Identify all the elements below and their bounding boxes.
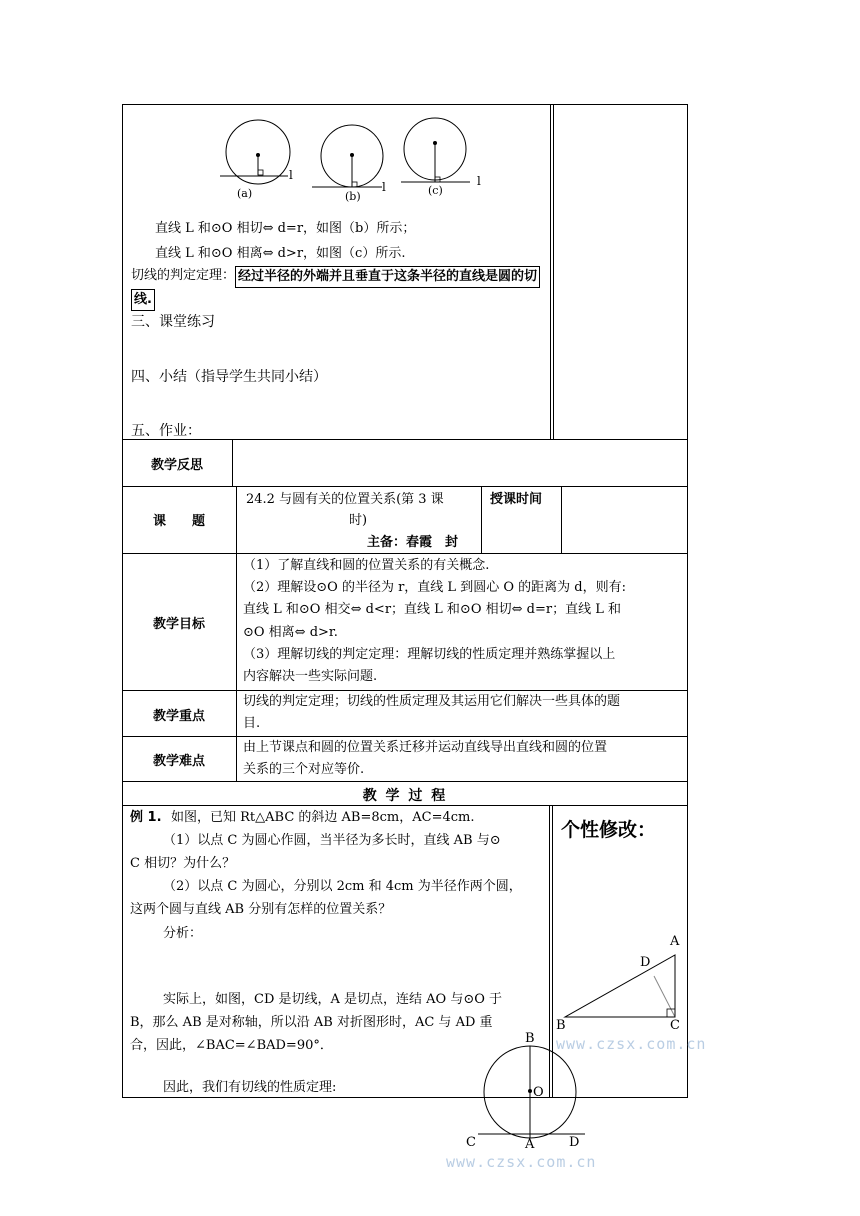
figure-label-c: (c): [428, 184, 443, 197]
watermark: www.czsx.com.cn: [556, 1035, 707, 1053]
topic-title: 24.2 与圆有关的位置关系(第 3 课: [246, 492, 444, 507]
difficulty-line: 关系的三个对应等价.: [243, 762, 365, 777]
time-label: 授课时间: [490, 492, 543, 507]
separate-relation-text: 直线 L 和⊙O 相离⇔ d>r，如图（c）所示.: [155, 246, 406, 261]
triangle-label-c: C: [670, 1018, 680, 1033]
question-1: （1）以点 C 为圆心作圆，当半径为多长时，直线 AB 与⊙: [163, 833, 501, 848]
table-border: [122, 440, 123, 1098]
table-border: [553, 104, 554, 440]
watermark: www.czsx.com.cn: [446, 1153, 597, 1171]
table-border: [232, 440, 233, 486]
question-2-cont: 这两个圆与直线 AB 分别有怎样的位置关系？: [130, 902, 392, 917]
figure-label-a: (a): [237, 187, 253, 200]
preparer: 主备：春霞 封: [367, 535, 459, 550]
explanation-line: 实际上，如图，CD 是切线，A 是切点，连结 AO 与⊙O 于: [163, 992, 503, 1007]
key-points-line: 目.: [243, 716, 261, 731]
example-label: 例 1.: [130, 810, 162, 825]
topic-title-cont: 时): [349, 513, 368, 528]
table-border: [687, 104, 688, 440]
right-triangle-figure: [555, 935, 685, 1035]
triangle-label-b: B: [556, 1018, 566, 1033]
line-label: l: [477, 174, 481, 188]
circle-line-figures: [215, 112, 515, 207]
circle-label-c: C: [466, 1135, 476, 1150]
circle-label-b: B: [525, 1031, 535, 1046]
section-homework: 五、作业：: [131, 423, 201, 439]
triangle-label-d: D: [640, 955, 651, 970]
tangent-property-intro: 因此，我们有切线的性质定理:: [163, 1080, 337, 1095]
table-border: [122, 439, 688, 440]
goals-label: 教学目标: [152, 617, 205, 632]
table-border: [236, 486, 237, 781]
question-2: （2）以点 C 为圆心，分别以 2cm 和 4cm 为半径作两个圆，: [163, 879, 522, 894]
circle-label-o: O: [533, 1085, 544, 1100]
line-label: l: [289, 168, 293, 182]
figure-label-b: (b): [345, 190, 361, 203]
goal-line: （2）理解设⊙O 的半径为 r，直线 L 到圆心 O 的距离为 d，则有:: [243, 580, 626, 595]
circle-label-a: A: [525, 1137, 535, 1152]
criterion-theorem-boxed-end: 线.: [131, 289, 155, 311]
table-border: [122, 690, 688, 691]
table-border: [687, 440, 688, 1098]
table-border: [122, 736, 688, 737]
line-label: l: [382, 180, 386, 194]
goal-line: 直线 L 和⊙O 相交⇔ d<r；直线 L 和⊙O 相切⇔ d=r；直线 L 和: [243, 602, 621, 617]
table-border: [550, 104, 551, 440]
goal-line: （3）理解切线的判定定理：理解切线的性质定理并熟练掌握以上: [243, 647, 616, 662]
criterion-prefix: 切线的判定定理：: [131, 268, 236, 283]
table-border: [122, 104, 688, 105]
circle-label-d: D: [569, 1135, 580, 1150]
reflection-label: 教学反思: [150, 458, 203, 473]
difficulty-line: 由上节课点和圆的位置关系迁移并运动直线导出直线和圆的位置: [243, 740, 608, 755]
difficulty-label: 教学难点: [152, 754, 205, 769]
question-1-cont: C 相切？为什么？: [130, 856, 236, 871]
process-header: 教 学 过 程: [362, 788, 448, 804]
section-practice: 三、课堂练习: [131, 314, 215, 330]
goal-line: 内容解决一些实际问题.: [243, 669, 378, 684]
table-border: [122, 104, 123, 440]
goal-line: ⊙O 相离⇔ d>r.: [243, 625, 338, 640]
key-points-line: 切线的判定定理；切线的性质定理及其运用它们解决一些具体的题: [243, 694, 621, 709]
goal-line: （1）了解直线和圆的位置关系的有关概念.: [243, 558, 490, 573]
example-statement: 如图，已知 Rt△ABC 的斜边 AB=8cm，AC=4cm.: [171, 810, 475, 825]
criterion-theorem-boxed: 经过半径的外端并且垂直于这条半径的直线是圆的切: [235, 266, 540, 288]
tangent-relation-text: 直线 L 和⊙O 相切⇔ d=r，如图（b）所示；: [155, 221, 416, 236]
table-border: [481, 486, 482, 553]
explanation-line: B，那么 AB 是对称轴，所以沿 AB 对折图形时，AC 与 AD 重: [130, 1015, 493, 1030]
triangle-label-a: A: [670, 934, 680, 949]
analysis-label: 分析：: [163, 926, 203, 941]
section-summary: 四、小结（指导学生共同小结）: [131, 369, 327, 385]
explanation-line: 合，因此，∠BAC=∠BAD=90°．: [130, 1038, 333, 1053]
key-points-label: 教学重点: [152, 709, 205, 724]
table-border: [561, 486, 562, 553]
table-border: [122, 553, 688, 554]
table-border: [122, 486, 688, 487]
personal-edit-title: 个性修改：: [561, 819, 657, 841]
topic-label: 课 题: [152, 514, 205, 529]
table-border: [122, 781, 688, 782]
table-border: [122, 805, 688, 806]
